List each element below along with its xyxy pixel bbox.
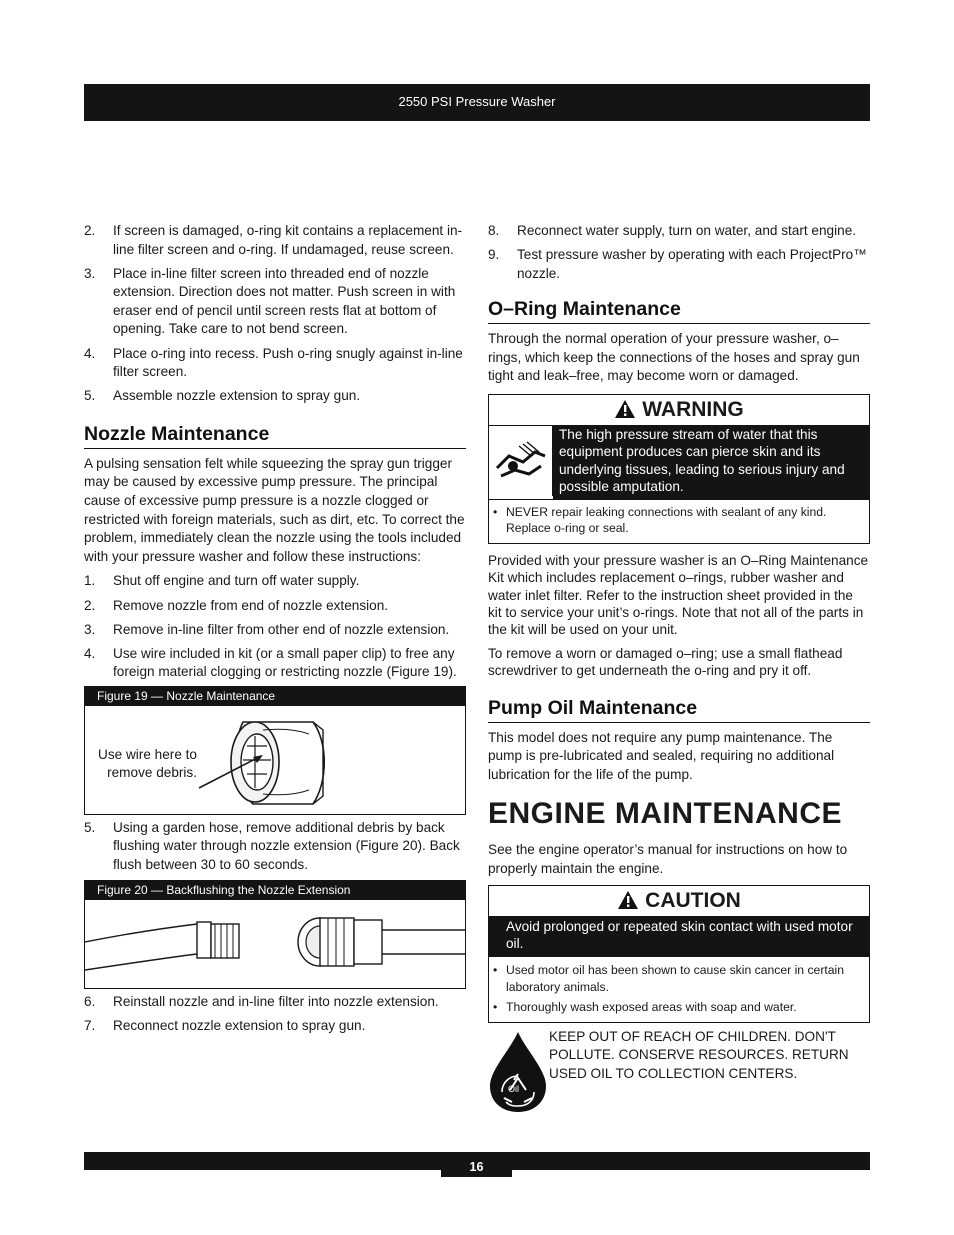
pump-oil-text: This model does not require any pump maintenance. The pump is pre-lubricated and sealed, requiring no additional lubrication for the life of the pump.	[488, 729, 835, 782]
nozzle-illustration	[193, 712, 433, 812]
header-bar	[84, 84, 870, 121]
right-column	[488, 222, 870, 1118]
list-item: 5. Assemble nozzle extension to spray gun.	[84, 388, 361, 404]
caution-title: CAUTION	[489, 886, 869, 916]
page-number: 16	[469, 1160, 484, 1174]
pump-oil-heading: Pump Oil Maintenance	[488, 696, 870, 723]
oring-maintenance-heading: O–Ring Maintenance	[488, 297, 870, 324]
list-item: 6. Reinstall nozzle and in-line filter into nozzle extension.	[84, 994, 439, 1010]
list-item: 3. Remove in-line filter from other end of nozzle extension.	[84, 621, 450, 637]
list-item: 5. Using a garden hose, remove additional debris by back flushing water through nozzle extension (Figure 20). Back flush between 30 to 60 seconds.	[84, 819, 460, 873]
list-item: 3. Place in-line filter screen into threaded end of nozzle extension. Direction does not matter. Push screen in with eraser end of pencil until screen rests flat at bottom of opening. Take care to not bend screen.	[84, 265, 456, 337]
warning-message: The high pressure stream of water that this equipment produces can pierce skin and its underlying tissues, leading to serious injury and possible amputation.	[553, 426, 869, 499]
used-oil-notice	[488, 1028, 870, 1118]
warning-box	[488, 394, 870, 544]
left-column	[84, 222, 466, 1041]
oring-kit-paragraph: Provided with your pressure washer is an O–Ring Maintenance Kit which includes replacement o–rings, rubber washer and water inlet filter. Refer to the instruction sheet provided in the kit to service your unit’s o-rings. Note that not all of the parts in the kit will be used on your unit.	[488, 552, 869, 638]
list-item: 2. Remove nozzle from end of nozzle extension.	[84, 597, 389, 613]
list-item: 2. If screen is damaged, o-ring kit contains a replacement in-line filter screen and o-ring. If undamaged, reuse screen.	[84, 223, 463, 257]
figure-20	[84, 880, 466, 989]
figure-19-caption: Figure 19 — Nozzle Maintenance	[84, 686, 466, 706]
oring-removal-paragraph: To remove a worn or damaged o–ring; use a small flathead screwdriver to get underneath the o-ring and pry it off.	[488, 645, 843, 679]
engine-maintenance-heading: ENGINE MAINTENANCE	[488, 797, 843, 831]
caution-triangle-icon	[617, 890, 639, 910]
used-oil-text: KEEP OUT OF REACH OF CHILDREN. DON'T POLLUTE. CONSERVE RESOURCES. RETURN USED OIL TO COLLECTION CENTERS.	[549, 1028, 849, 1081]
list-item: 7. Reconnect nozzle extension to spray gun.	[84, 1018, 366, 1034]
page-number-tab	[441, 1152, 512, 1177]
list-item: 8. Reconnect water supply, turn on water, and start engine.	[488, 223, 857, 238]
caution-box	[488, 885, 870, 1023]
injection-hazard-icon	[489, 426, 553, 496]
caution-message: Avoid prolonged or repeated skin contact with used motor oil.	[489, 916, 869, 958]
oil-recycle-drop-icon	[488, 1030, 548, 1114]
warning-message-row	[489, 426, 869, 500]
list-item: • Used motor oil has been shown to cause skin cancer in certain laboratory animals.	[493, 963, 845, 994]
figure-19-box	[84, 706, 466, 815]
document-title: 2550 PSI Pressure Washer	[398, 94, 556, 109]
list-item: 4. Place o-ring into recess. Push o-ring snugly against in-line filter screen.	[84, 345, 463, 380]
list-item: • NEVER repair leaking connections with sealant of any kind. Replace o-ring or seal.	[493, 504, 827, 536]
list-item: 4. Use wire included in kit (or a small paper clip) to free any foreign material clogging or restricting nozzle (Figure 19).	[84, 645, 457, 680]
list-item: 9. Test pressure washer by operating with each ProjectPro™ nozzle.	[488, 247, 867, 281]
warning-bullets	[489, 500, 869, 543]
nozzle-intro: A pulsing sensation felt while squeezing the spray gun trigger may be caused by excessive pump pressure. The principal cause of excessive pump pressure is a nozzle clogged or restricted with foreign materials, such as dirt, etc. To correct the problem, immediately clean the nozzle using the tools included with your pressure washer and follow these instructions:	[84, 455, 465, 564]
warning-triangle-icon	[614, 399, 636, 419]
warning-title: WARNING	[489, 395, 869, 426]
engine-maintenance-text: See the engine operator’s manual for instructions on how to properly maintain the engine.	[488, 842, 848, 876]
nozzle-maintenance-heading: Nozzle Maintenance	[84, 422, 466, 449]
list-item: 1. Shut off engine and turn off water supply.	[84, 573, 360, 589]
figure-19-callout: Use wire here to remove debris.	[98, 746, 197, 781]
list-item: • Thoroughly wash exposed areas with soap and water.	[493, 1000, 797, 1015]
figure-20-box	[84, 900, 466, 989]
figure-20-caption: Figure 20 — Backflushing the Nozzle Extension	[84, 880, 466, 900]
oil-icon-label: Oil	[508, 1083, 519, 1094]
figure-19	[84, 686, 466, 815]
oring-intro: Through the normal operation of your pressure washer, o–rings, which keep the connections of the hoses and spray gun tight and leak–free, may become worn or damaged.	[488, 331, 860, 384]
caution-bullets	[489, 957, 869, 1022]
hose-illustration	[85, 900, 465, 988]
